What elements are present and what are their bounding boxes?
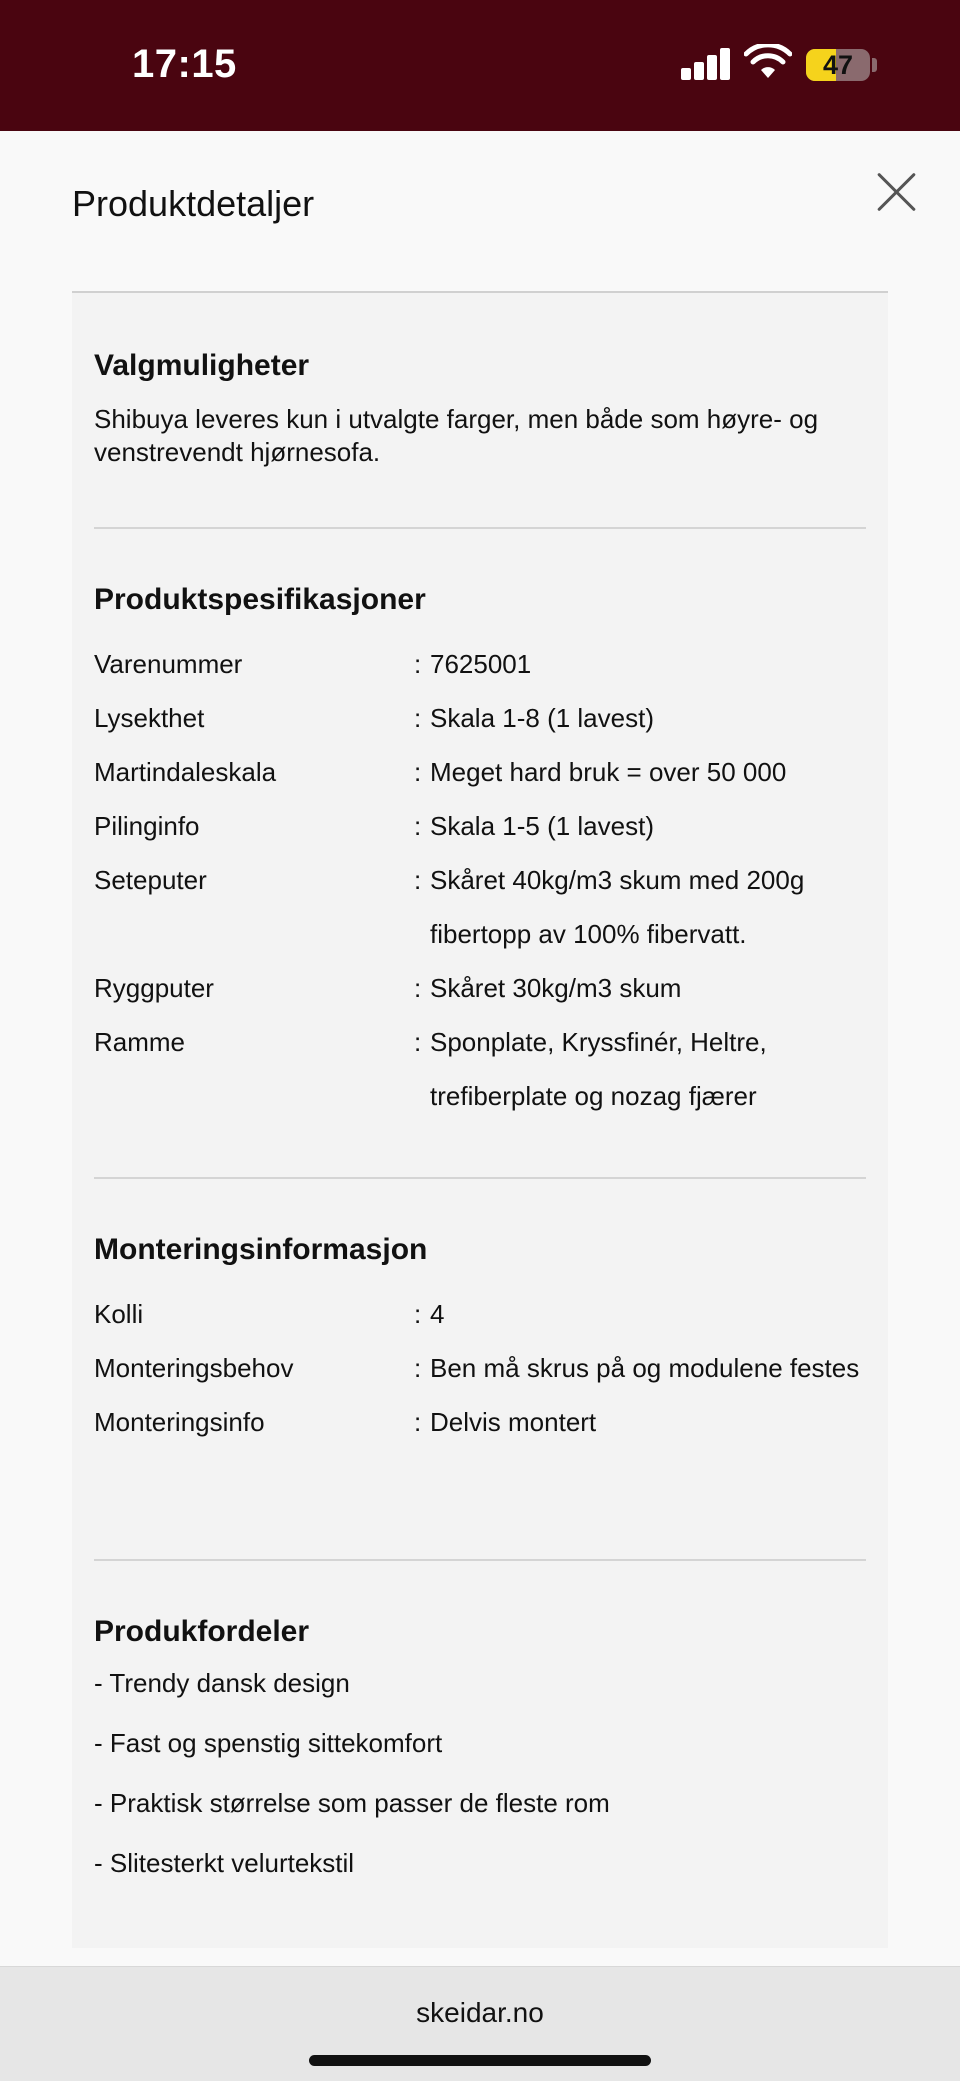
spec-value: Meget hard bruk = over 50 000 <box>430 757 787 787</box>
spec-value: 7625001 <box>430 649 532 679</box>
options-section <box>94 349 866 469</box>
specs-heading: Produktspesifikasjoner <box>94 583 426 616</box>
spec-label: Seteputer <box>94 865 207 895</box>
benefit-item: - Slitesterkt velurtekstil <box>94 1848 355 1878</box>
spec-value: Skala 1-5 (1 lavest) <box>430 811 654 841</box>
spec-colon: : <box>414 649 422 679</box>
spec-value: Skåret 30kg/m3 skum <box>430 973 682 1003</box>
url-label[interactable]: skeidar.no <box>416 1997 544 2028</box>
spec-label: Monteringsinfo <box>94 1407 265 1437</box>
options-text: Shibuya leveres kun i utvalgte farger, men både som høyre- og venstrevendt hjørnesofa. <box>94 404 819 467</box>
divider <box>94 527 866 529</box>
spec-row <box>94 745 866 799</box>
battery-icon <box>806 49 870 81</box>
spec-value: Delvis montert <box>430 1407 597 1437</box>
spec-label: Lysekthet <box>94 703 205 733</box>
assembly-list <box>94 1287 866 1449</box>
spec-colon: : <box>414 973 422 1003</box>
benefits-heading: Produkfordeler <box>94 1615 310 1648</box>
spec-value: Sponplate, Kryssfinér, Heltre, trefiberplate og nozag fjærer <box>430 1027 767 1111</box>
spec-colon: : <box>414 1407 422 1437</box>
spec-row <box>94 637 866 691</box>
spec-label: Martindaleskala <box>94 757 277 787</box>
spec-colon: : <box>414 1353 422 1383</box>
specs-list <box>94 637 866 1123</box>
page-title: Produktdetaljer <box>72 183 315 224</box>
benefits-list <box>94 1653 866 1893</box>
spec-label: Ramme <box>94 1027 186 1057</box>
spec-label: Varenummer <box>94 649 243 679</box>
status-bar <box>0 0 960 131</box>
spec-row <box>94 1341 866 1395</box>
cellular-signal-icon <box>681 48 731 80</box>
spec-colon: : <box>414 811 422 841</box>
benefits-section <box>94 1615 866 1893</box>
home-indicator[interactable] <box>309 2055 651 2066</box>
options-heading: Valgmuligheter <box>94 349 310 382</box>
specs-section <box>94 583 866 1123</box>
battery-cap <box>872 58 877 72</box>
battery-level: 47 <box>822 50 854 80</box>
spec-colon: : <box>414 1027 422 1057</box>
benefit-item: - Trendy dansk design <box>94 1668 350 1698</box>
spec-colon: : <box>414 757 422 787</box>
spec-value: 4 <box>430 1299 445 1329</box>
spec-row <box>94 1287 866 1341</box>
spec-value: Skåret 40kg/m3 skum med 200g fibertopp av 100% fibervatt. <box>430 865 805 949</box>
spec-row <box>94 961 866 1015</box>
spec-value: Skala 1-8 (1 lavest) <box>430 703 654 733</box>
spec-label: Monteringsbehov <box>94 1353 294 1383</box>
modal-header <box>0 131 960 291</box>
status-time: 17:15 <box>132 42 237 86</box>
benefit-item: - Praktisk størrelse som passer de fleste rom <box>94 1788 610 1818</box>
assembly-section <box>94 1233 866 1449</box>
spec-label: Kolli <box>94 1299 144 1329</box>
spec-row <box>94 691 866 745</box>
spec-colon: : <box>414 703 422 733</box>
benefit-item: - Fast og spenstig sittekomfort <box>94 1728 443 1758</box>
divider <box>94 1177 866 1179</box>
wifi-icon <box>744 44 792 80</box>
spec-colon: : <box>414 1299 422 1329</box>
spec-row <box>94 853 866 961</box>
browser-bottom-bar <box>0 1966 960 2081</box>
close-icon[interactable] <box>876 171 918 213</box>
spec-row <box>94 799 866 853</box>
spec-row <box>94 1395 866 1449</box>
product-details-panel <box>72 291 888 1948</box>
spec-label: Ryggputer <box>94 973 214 1003</box>
spec-colon: : <box>414 865 422 895</box>
divider <box>94 1559 866 1561</box>
spec-value: Ben må skrus på og modulene festes <box>430 1353 860 1383</box>
spec-label: Pilinginfo <box>94 811 200 841</box>
spec-row <box>94 1015 866 1123</box>
assembly-heading: Monteringsinformasjon <box>94 1233 428 1266</box>
